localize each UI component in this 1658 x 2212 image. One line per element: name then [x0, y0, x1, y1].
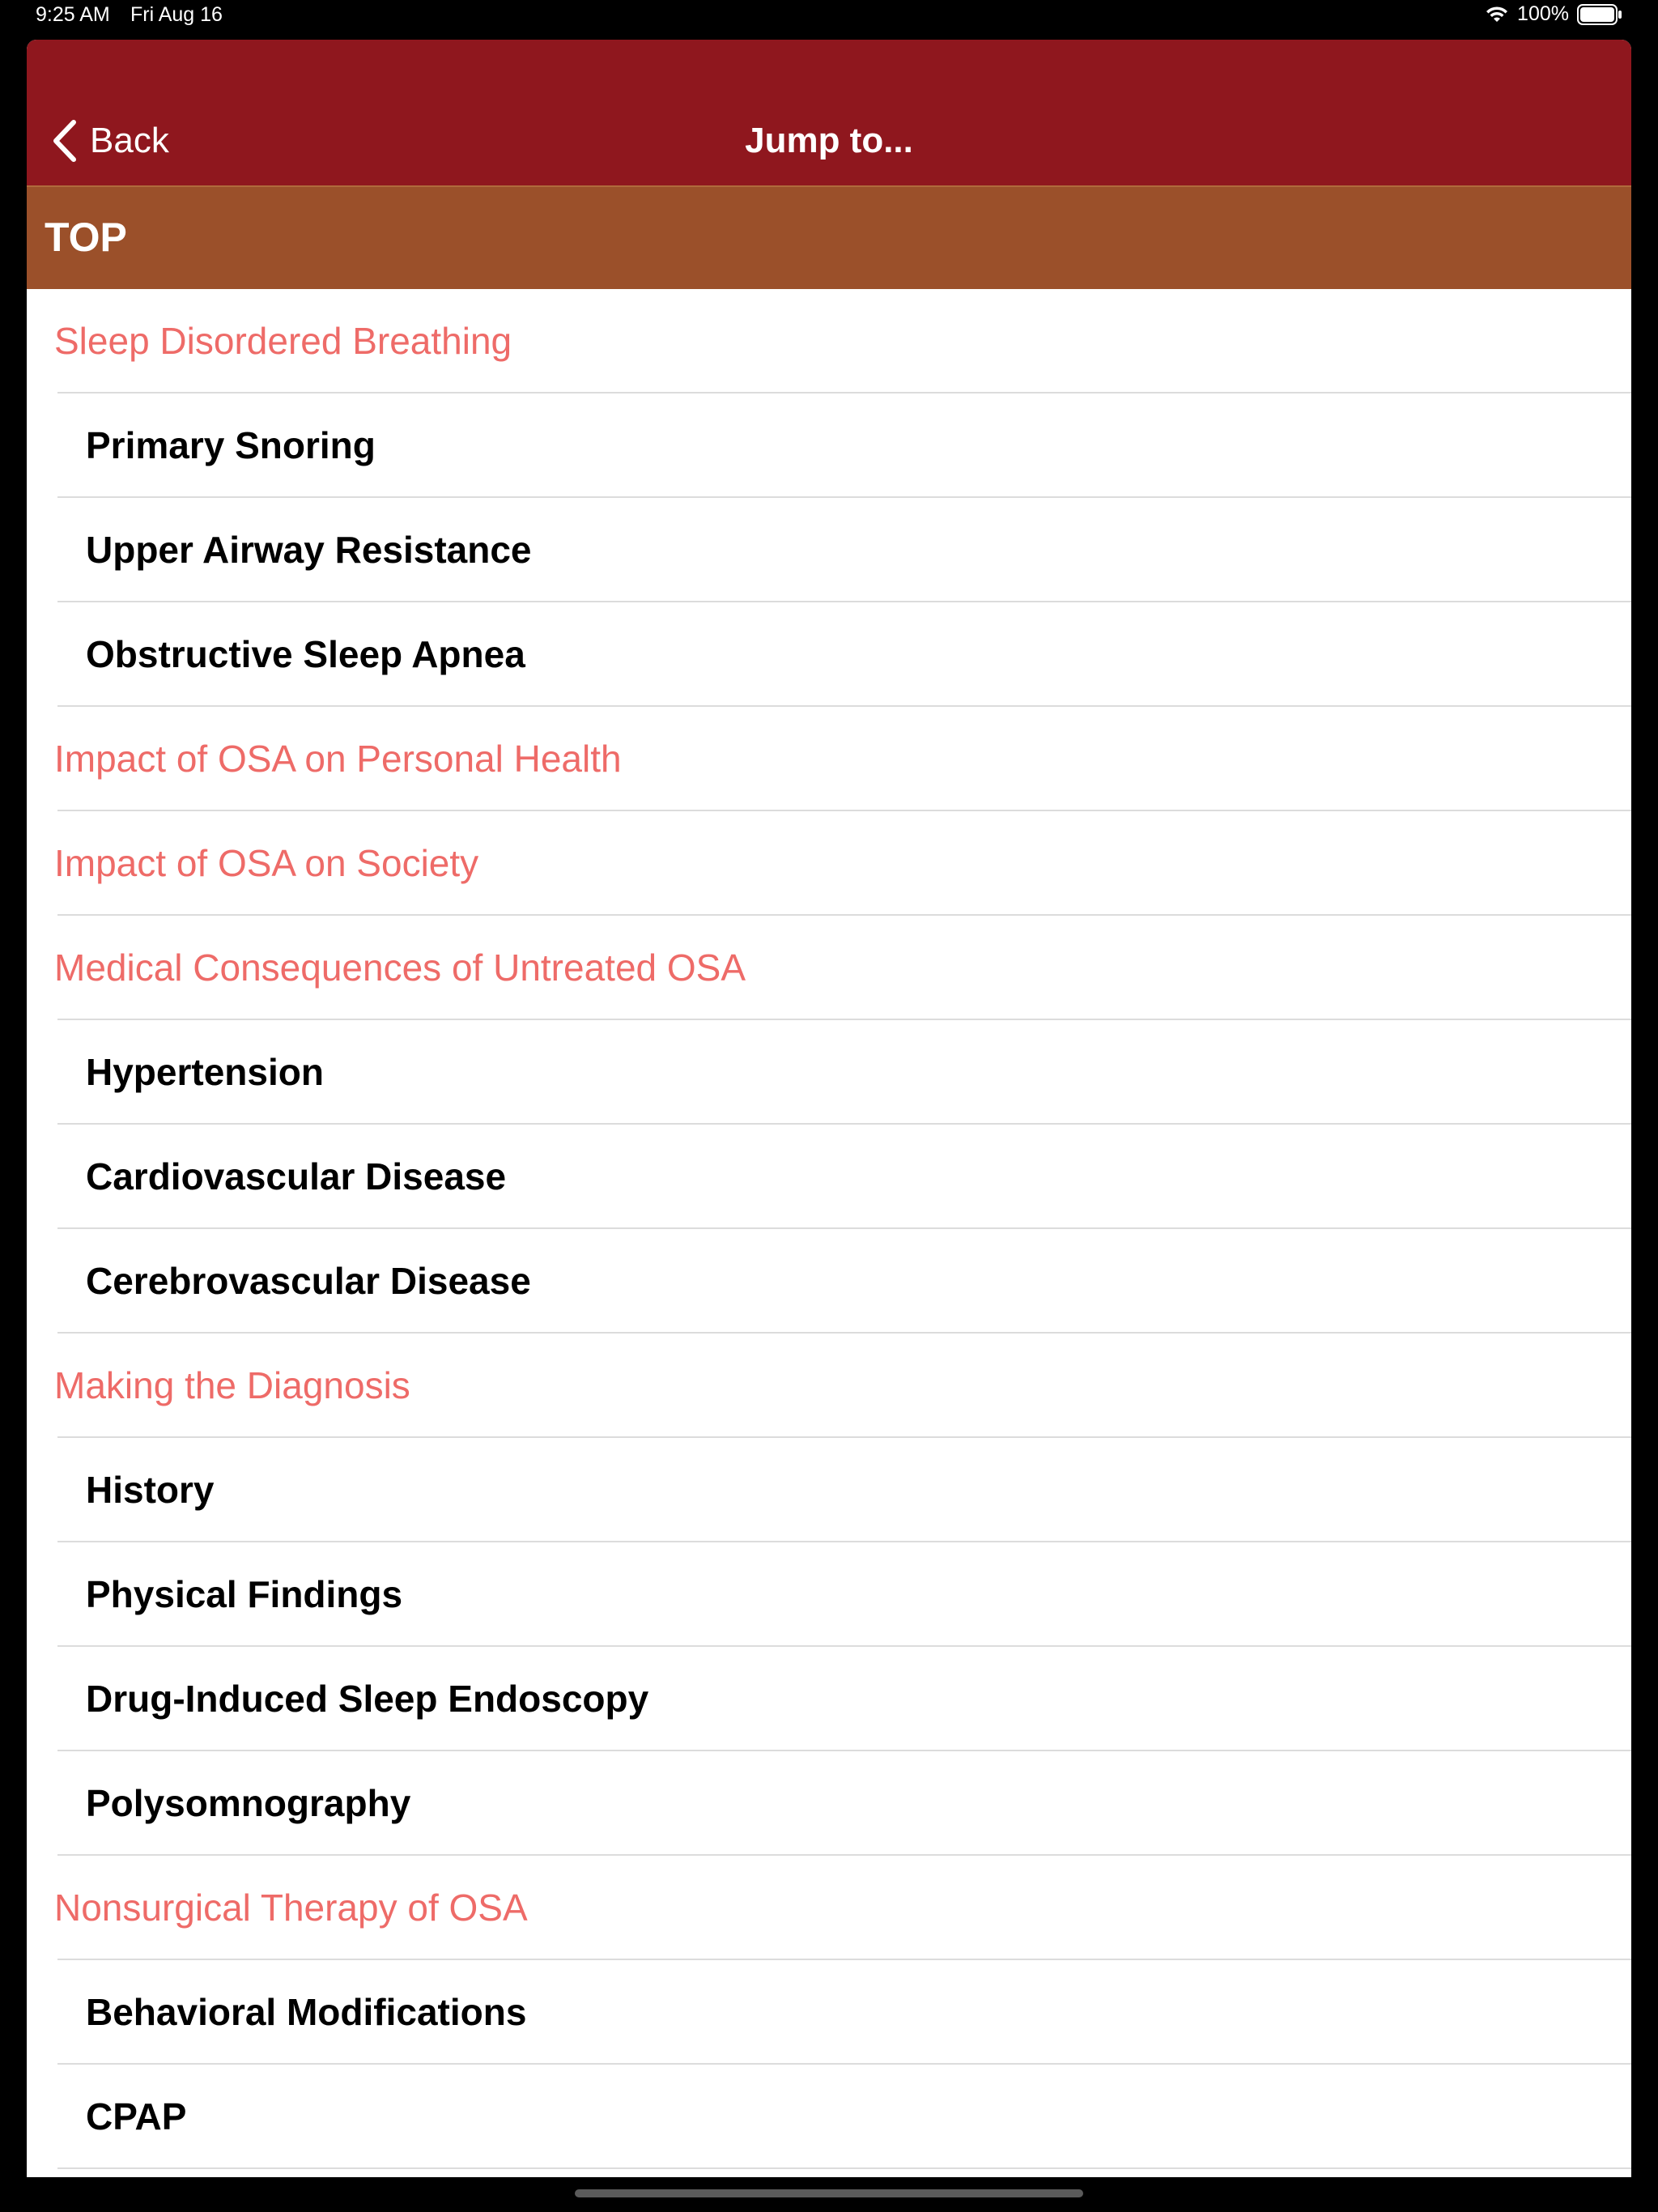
list-item-label: Polysomnography: [86, 1782, 411, 1824]
list-item-subsection[interactable]: [27, 1542, 1631, 1647]
list-item-subsection[interactable]: [27, 1960, 1631, 2065]
list-item-label: Physical Findings: [86, 1573, 403, 1615]
back-label: Back: [90, 121, 169, 160]
list-item-label: Impact of OSA on Personal Health: [54, 738, 622, 780]
list-item-label: Primary Snoring: [86, 424, 376, 466]
list-item-label: Cardiovascular Disease: [86, 1155, 507, 1197]
list-item-subsection[interactable]: [27, 1751, 1631, 1856]
list-item-subsection[interactable]: [27, 1229, 1631, 1334]
section-header-label: TOP: [45, 215, 127, 260]
wifi-icon: [1485, 6, 1509, 23]
list-item-label: Hypertension: [86, 1051, 324, 1093]
list-item-label: Nonsurgical Therapy of OSA: [54, 1887, 528, 1929]
list-item-label: Drug-Induced Sleep Endoscopy: [86, 1678, 649, 1720]
list-item-label: Cerebrovascular Disease: [86, 1260, 531, 1302]
navigation-bar: [27, 40, 1631, 185]
home-indicator: [575, 2189, 1083, 2197]
list-item-subsection[interactable]: [27, 393, 1631, 498]
list-item-section[interactable]: [27, 1856, 1631, 1960]
list-item-subsection[interactable]: [27, 1647, 1631, 1751]
list-item-subsection[interactable]: [27, 498, 1631, 602]
list-item-label: Obstructive Sleep Apnea: [86, 633, 525, 675]
status-time: 9:25 AM: [36, 3, 110, 26]
list-item-subsection[interactable]: [27, 2065, 1631, 2169]
list-item-label: Upper Airway Resistance: [86, 529, 532, 571]
battery-percentage: 100%: [1517, 2, 1569, 25]
list-item-subsection[interactable]: [27, 1125, 1631, 1229]
jump-to-sheet: [27, 40, 1631, 2177]
list-item-subsection[interactable]: [27, 1020, 1631, 1125]
list-item-label: History: [86, 1469, 215, 1511]
list-item-section[interactable]: [27, 707, 1631, 811]
list-item-section[interactable]: [27, 1334, 1631, 1438]
list-item-label: Behavioral Modifications: [86, 1991, 527, 2033]
list-item-label: Impact of OSA on Society: [54, 842, 479, 884]
list-item-label: Medical Consequences of Untreated OSA: [54, 946, 746, 989]
list-item-subsection[interactable]: [27, 1438, 1631, 1542]
list-item-label: CPAP: [86, 2095, 187, 2138]
list-item-section[interactable]: [27, 811, 1631, 916]
list-item-subsection[interactable]: [27, 602, 1631, 707]
page-title: Jump to...: [745, 121, 913, 160]
list-item-label: Making the Diagnosis: [54, 1364, 410, 1406]
status-indicators: [1485, 2, 1622, 26]
battery-icon: [1577, 4, 1622, 25]
status-date: Fri Aug 16: [130, 3, 223, 26]
list-item-section[interactable]: [27, 289, 1631, 393]
list-item-label: Sleep Disordered Breathing: [54, 320, 512, 362]
jump-list: [27, 289, 1631, 2169]
status-bar: [0, 0, 1658, 32]
list-item-section[interactable]: [27, 916, 1631, 1020]
section-header-top: [27, 185, 1631, 289]
